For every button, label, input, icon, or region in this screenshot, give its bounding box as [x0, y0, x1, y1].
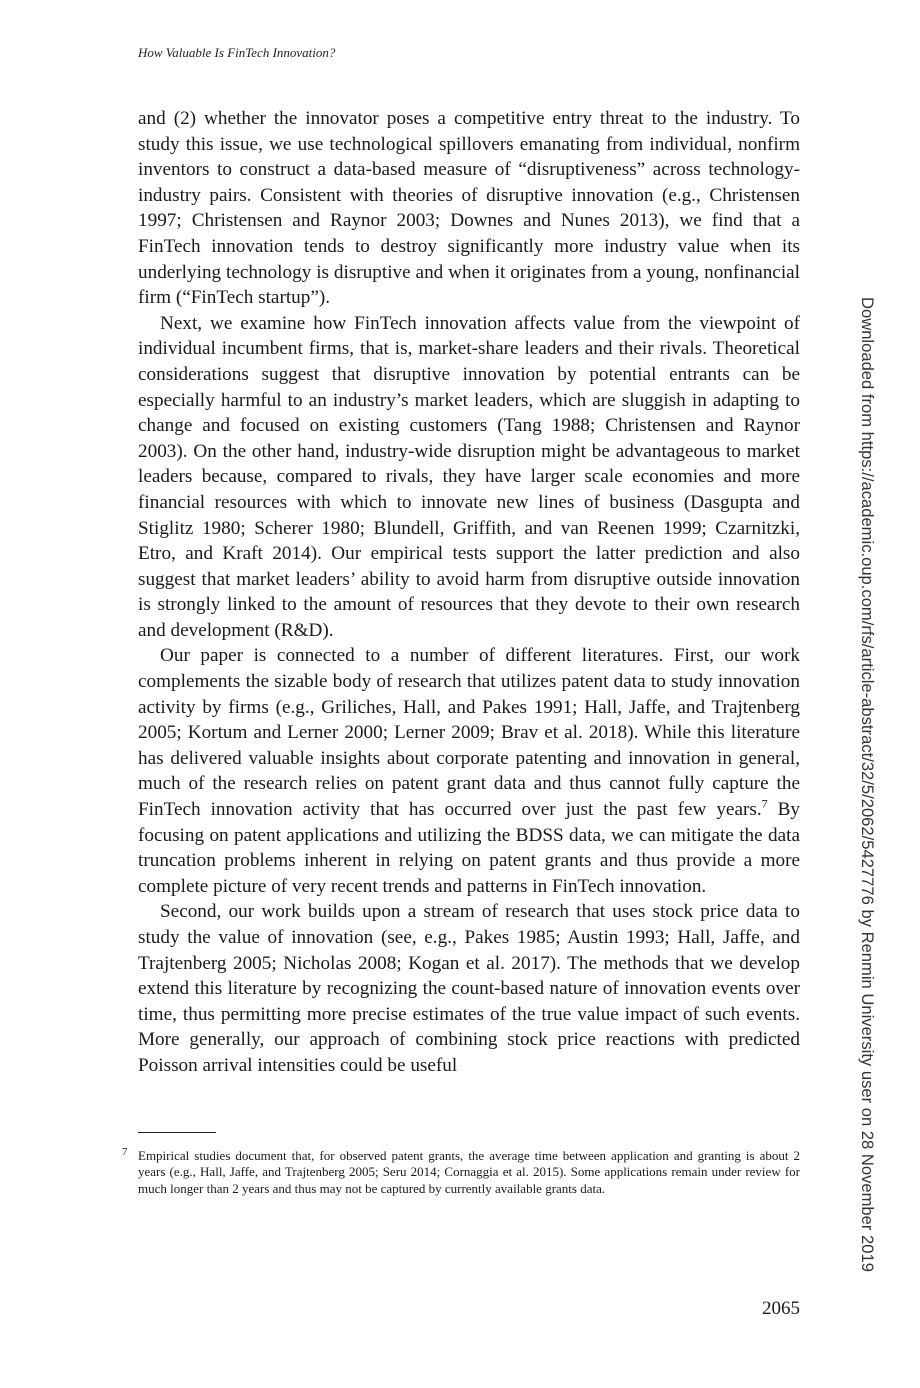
paragraph-1: and (2) whether the innovator poses a competitive entry threat to the industry. To study this issue, we use technological spillovers emanating from individual, nonfirm inventors to construct a data-based measure of “disruptiveness” across technology-industry pairs. Consistent with theories of disruptive innovation (e.g., Christensen 1997; Christensen and Raynor 2003; Downes and Nunes 2013), we find that a FinTech innovation tends to destroy significantly more industry value when its underlying technology is disruptive and when it originates from a young, nonfinancial firm (“FinTech startup”). [138, 108, 800, 309]
footnote-mark: 7 [122, 1146, 128, 1158]
running-head: How Valuable Is FinTech Innovation? [138, 45, 336, 60]
paragraph-3-text-before: Our paper is connected to a number of different literatures. First, our work complements the sizable body of research that utilizes patent data to study innovation activity by firms (e.g., Griliches, Hall, and Pakes 1991; Hall, Jaffe, and Trajtenberg 2005; Kortum and Lerner 2000; Lerner 2009; Brav et al. 2018). While this literature has delivered valuable insights about corporate patenting and innovation in general, much of the research relies on patent grant data and thus cannot fully capture the FinTech innovation activity that has occurred over just the past few years. [138, 645, 800, 821]
main-text [138, 106, 800, 1079]
paragraph-4: Second, our work builds upon a stream of research that uses stock price data to study the value of innovation (see, e.g., Pakes 1985; Austin 1993; Hall, Jaffe, and Trajtenberg 2005; Nicholas 2008; Kogan et al. 2017). The methods that we develop extend this literature by recognizing the count-based nature of innovation events over time, thus permitting more precise estimates of the true value impact of such events. More generally, our approach of combining stock price reactions with predicted Poisson arrival intensities could be useful [138, 901, 800, 1076]
footnote-reference-7[interactable]: 7 [761, 796, 768, 811]
download-watermark-link[interactable]: Downloaded from https://academic.oup.com/rfs/article-abstract/32/5/2062/5427776 by Renmin University user on 28 November 2019 [858, 297, 877, 1272]
footnote-separator [138, 1132, 216, 1133]
page-number: 2065 [762, 1298, 800, 1319]
footnote-text: Empirical studies document that, for observed patent grants, the average time between application and granting is about 2 years (e.g., Hall, Jaffe, and Trajtenberg 2005; Seru 2014; Cornaggia et al. 2015). Some applications remain under review for much longer than 2 years and thus may not be captured by currently available grants data. [138, 1148, 800, 1196]
paragraph-2: Next, we examine how FinTech innovation affects value from the viewpoint of individual incumbent firms, that is, market-share leaders and their rivals. Theoretical considerations suggest that disruptive innovation by potential entrants can be especially harmful to an industry’s market leaders, which are sluggish in adapting to change and focused on existing customers (Tang 1988; Christensen and Raynor 2003). On the other hand, industry-wide disruption might be advantageous to market leaders because, compared to rivals, they have larger scale economies and more financial resources with which to innovate new lines of business (Dasgupta and Stiglitz 1980; Scherer 1980; Blundell, Griffith, and van Reenen 1999; Czarnitzki, Etro, and Kraft 2014). Our empirical tests support the latter prediction and also suggest that market leaders’ ability to avoid harm from disruptive outside innovation is strongly linked to the amount of resources that they devote to their own research and development (R&D). [138, 312, 800, 641]
paragraph-3-text-after: By focusing on patent applications and utilizing the BDSS data, we can mitigate the data truncation problems inherent in relying on patent grants and thus provide a more complete picture of very recent trends and patterns in FinTech innovation. [138, 799, 800, 897]
footnote-7 [122, 1146, 800, 1197]
paragraph-3 [138, 643, 800, 899]
